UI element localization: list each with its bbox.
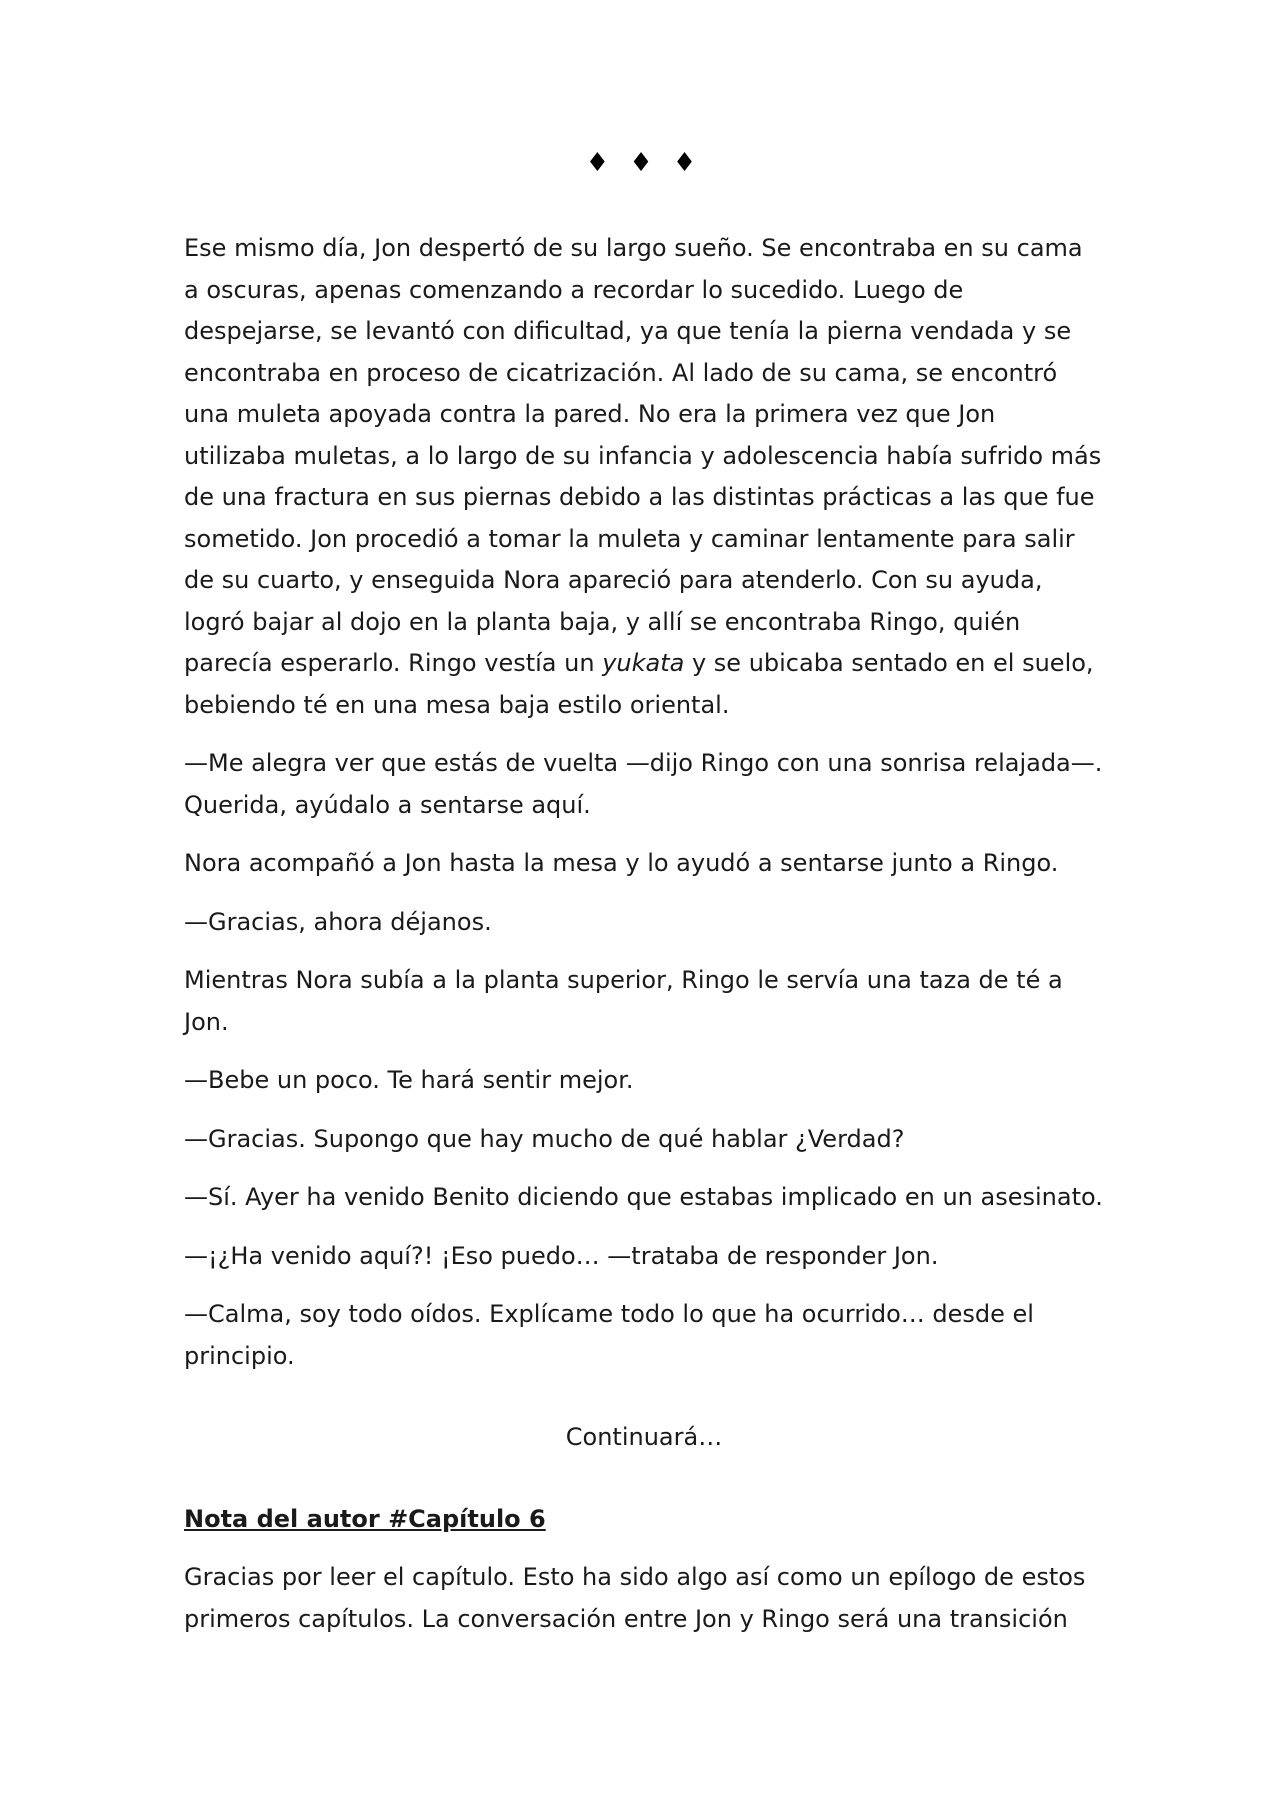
paragraph-7: —Gracias. Supongo que hay mucho de qué hablar ¿Verdad? (184, 1124, 905, 1153)
section-separator: ♦ ♦ ♦ (585, 148, 703, 178)
paragraph-9: —¡¿Ha venido aquí?! ¡Eso puedo… —trataba de responder Jon. (184, 1241, 939, 1270)
paragraph-1-part-b: y se ubicaba sentado en el suelo, bebiendo té en una mesa baja estilo oriental. (184, 649, 1094, 719)
paragraph-6: —Bebe un poco. Te hará sentir mejor. (184, 1066, 634, 1094)
author-note-text: Gracias por leer el capítulo. Esto ha sido algo así como un epílogo de estos primeros capítulos. La conversación entre Jon y Ringo será una transición (184, 1563, 1086, 1633)
paragraph-3: Nora acompañó a Jon hasta la mesa y lo ayudó a sentarse junto a Ringo. (184, 849, 1059, 877)
document-body (184, 228, 1104, 1657)
paragraph-10: —Calma, soy todo oídos. Explícame todo lo que ha ocurrido… desde el principio. (184, 1300, 1034, 1370)
paragraph-8: —Sí. Ayer ha venido Benito diciendo que estabas implicado en un asesinato. (184, 1183, 1103, 1211)
paragraph-4: —Gracias, ahora déjanos. (184, 907, 492, 936)
paragraph-1-italic: yukata (602, 649, 685, 677)
author-note-heading: Nota del autor #Capítulo 6 (184, 1504, 546, 1533)
paragraph-1 (184, 228, 1104, 726)
paragraph-5: Mientras Nora subía a la planta superior, Ringo le servía una taza de té a Jon. (184, 966, 1063, 1036)
paragraph-2: —Me alegra ver que estás de vuelta —dijo Ringo con una sonrisa relajada—. Querida, ayúdalo a sentarse aquí. (184, 749, 1103, 819)
continuara-label: Continuará… (565, 1423, 723, 1451)
paragraph-1-part-a: Ese mismo día, Jon despertó de su largo sueño. Se encontraba en su cama a oscuras, apenas comenzando a recordar lo sucedido. Luego de despejarse, se levantó con dificultad, ya que tenía la pierna vendada y se encontraba en proceso de cicatrización. Al lado de su cama, se encontró una muleta apoyada contra la pared. No era la primera vez que Jon utilizaba muletas, a lo largo de su infancia y adolescencia había sufrido más de una fractura en sus piernas debido a las distintas prácticas a las que fue sometido. Jon procedió a tomar la muleta y caminar lentamente para salir de su cuarto, y enseguida Nora apareció para atenderlo. Con su ayuda, logró bajar al dojo en la planta baja, y allí se encontraba Ringo, quién parecía esperarlo. Ringo vestía un (184, 234, 1102, 677)
